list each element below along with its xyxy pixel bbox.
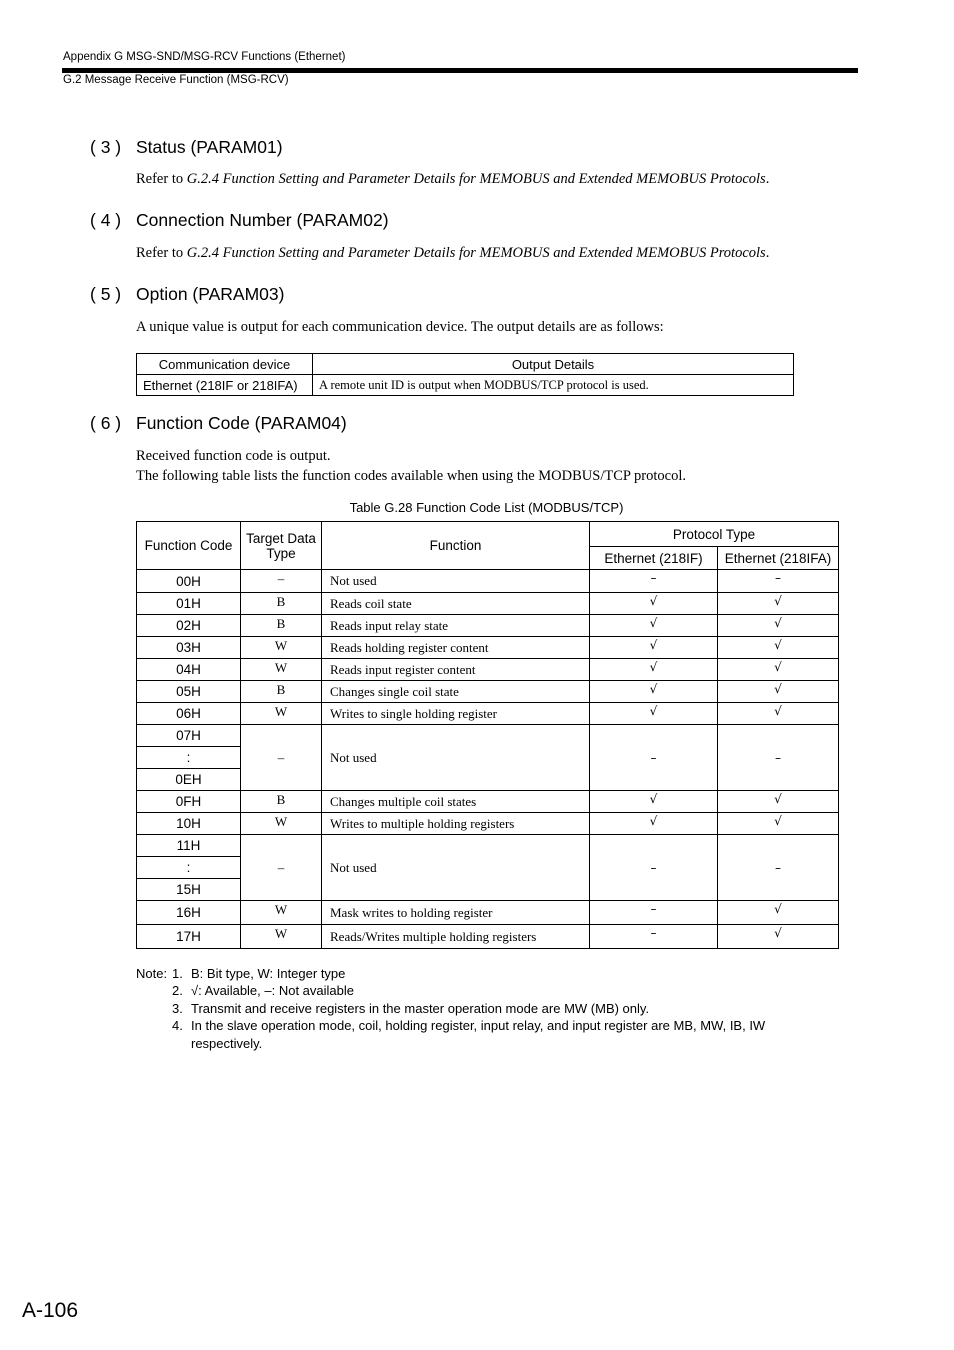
- note-label: Note:: [136, 966, 168, 981]
- note-text: In the slave operation mode, coil, holding register, input relay, and input register are MB, MW, IB, IW: [191, 1018, 766, 1033]
- table-row: [137, 835, 839, 857]
- table-row: [137, 703, 839, 725]
- data-type-cell: W: [241, 901, 322, 925]
- availability-218ifa: –: [718, 835, 839, 901]
- availability-218ifa: √: [718, 703, 839, 725]
- text-suffix: .: [765, 171, 770, 187]
- function-code-cell: 06H: [137, 703, 241, 725]
- availability-218if: √: [590, 659, 718, 681]
- function-code-cell: 05H: [137, 681, 241, 703]
- function-code-cell: 0EH: [137, 769, 241, 791]
- header-target-data-type: Target Data Type: [241, 522, 322, 570]
- column-header: Output Details: [313, 354, 794, 375]
- availability-218if: √: [590, 615, 718, 637]
- section-number: ( 6 ): [90, 413, 122, 433]
- function-cell: Changes single coil state: [322, 681, 590, 703]
- section-heading-status: [90, 137, 283, 158]
- availability-218ifa: √: [718, 925, 839, 949]
- section-number: ( 4 ): [90, 210, 122, 230]
- header-rule: [62, 68, 858, 73]
- function-code-cell: 07H: [137, 725, 241, 747]
- availability-218ifa: –: [718, 570, 839, 593]
- table-row: [137, 813, 839, 835]
- table-caption: Table G.28 Function Code List (MODBUS/TCP): [349, 500, 624, 515]
- table-row: [137, 791, 839, 813]
- function-code-cell: 16H: [137, 901, 241, 925]
- section-number: ( 5 ): [90, 284, 122, 304]
- availability-218if: –: [590, 835, 718, 901]
- data-type-cell: W: [241, 637, 322, 659]
- function-cell: Reads input relay state: [322, 615, 590, 637]
- header-protocol-type: Protocol Type: [590, 522, 839, 547]
- section-title: Connection Number (PARAM02): [136, 210, 389, 230]
- availability-218if: √: [590, 593, 718, 615]
- table-header-row: [137, 522, 839, 547]
- section-text-status: [136, 171, 769, 188]
- availability-218if: √: [590, 791, 718, 813]
- table-row: [137, 925, 839, 949]
- function-cell: Changes multiple coil states: [322, 791, 590, 813]
- section-number: ( 3 ): [90, 137, 122, 157]
- data-type-cell: W: [241, 925, 322, 949]
- cross-reference: G.2.4 Function Setting and Parameter Details for MEMOBUS and Extended MEMOBUS Protocols: [186, 171, 766, 187]
- table-row: [137, 681, 839, 703]
- running-header-chapter: Appendix G MSG-SND/MSG-RCV Functions (Ethernet): [63, 51, 346, 63]
- table-row: [137, 615, 839, 637]
- availability-218if: –: [590, 925, 718, 949]
- availability-218ifa: –: [718, 725, 839, 791]
- function-code-cell: 15H: [137, 879, 241, 901]
- availability-218ifa: √: [718, 659, 839, 681]
- note-number: 4.: [172, 1018, 183, 1033]
- data-type-cell: B: [241, 791, 322, 813]
- section-text-function-code-1: Received function code is output.: [136, 448, 331, 464]
- section-heading-option: [90, 284, 284, 305]
- section-title: Function Code (PARAM04): [136, 413, 347, 433]
- section-text-option: A unique value is output for each communication device. The output details are as follows:: [136, 319, 664, 335]
- table-row: [137, 725, 839, 747]
- data-type-cell: B: [241, 615, 322, 637]
- column-header: Communication device: [137, 354, 313, 375]
- section-title: Status (PARAM01): [136, 137, 283, 157]
- availability-218ifa: √: [718, 593, 839, 615]
- availability-218ifa: √: [718, 637, 839, 659]
- data-type-cell: –: [241, 570, 322, 593]
- section-heading-connection-number: [90, 210, 389, 231]
- data-type-cell: –: [241, 835, 322, 901]
- function-code-cell: 10H: [137, 813, 241, 835]
- data-type-cell: –: [241, 725, 322, 791]
- function-code-cell: :: [137, 747, 241, 769]
- availability-218ifa: √: [718, 791, 839, 813]
- function-code-cell: 00H: [137, 570, 241, 593]
- availability-218if: –: [590, 901, 718, 925]
- table-row: [137, 637, 839, 659]
- function-code-cell: :: [137, 857, 241, 879]
- availability-218ifa: √: [718, 813, 839, 835]
- function-code-cell: 01H: [137, 593, 241, 615]
- running-header-section: G.2 Message Receive Function (MSG-RCV): [63, 74, 289, 86]
- table-cell: Ethernet (218IF or 218IFA): [137, 375, 313, 396]
- availability-218if: √: [590, 813, 718, 835]
- function-cell: Writes to single holding register: [322, 703, 590, 725]
- note-text: B: Bit type, W: Integer type: [191, 966, 346, 981]
- note-number: 1.: [172, 966, 183, 981]
- availability-218ifa: √: [718, 681, 839, 703]
- function-code-cell: 02H: [137, 615, 241, 637]
- note-text-continued: respectively.: [191, 1036, 263, 1051]
- availability-218if: –: [590, 725, 718, 791]
- table-row: [137, 901, 839, 925]
- table-row: [137, 659, 839, 681]
- availability-218if: √: [590, 681, 718, 703]
- function-code-cell: 17H: [137, 925, 241, 949]
- note-text: √: Available, –: Not available: [191, 983, 354, 998]
- availability-218if: √: [590, 637, 718, 659]
- table-cell: A remote unit ID is output when MODBUS/TCP protocol is used.: [313, 375, 794, 396]
- option-table: [136, 353, 794, 396]
- header-ethernet-218ifa: Ethernet (218IFA): [718, 547, 839, 570]
- availability-218ifa: √: [718, 901, 839, 925]
- section-text-function-code-2: The following table lists the function codes available when using the MODBUS/TCP protocol.: [136, 468, 686, 484]
- function-cell: Reads/Writes multiple holding registers: [322, 925, 590, 949]
- header-function-code: Function Code: [137, 522, 241, 570]
- header-ethernet-218if: Ethernet (218IF): [590, 547, 718, 570]
- function-code-cell: 03H: [137, 637, 241, 659]
- text-prefix: Refer to: [136, 245, 187, 261]
- note-number: 2.: [172, 983, 183, 998]
- function-code-cell: 11H: [137, 835, 241, 857]
- data-type-cell: W: [241, 659, 322, 681]
- section-title: Option (PARAM03): [136, 284, 285, 304]
- cross-reference: G.2.4 Function Setting and Parameter Details for MEMOBUS and Extended MEMOBUS Protocols: [186, 245, 766, 261]
- function-cell: Mask writes to holding register: [322, 901, 590, 925]
- table-row: [137, 593, 839, 615]
- availability-218if: –: [590, 570, 718, 593]
- function-cell: Not used: [322, 835, 590, 901]
- function-code-cell: 0FH: [137, 791, 241, 813]
- table-row: [137, 375, 794, 396]
- text-prefix: Refer to: [136, 171, 187, 187]
- data-type-cell: W: [241, 703, 322, 725]
- page-number: A-106: [22, 1299, 79, 1322]
- function-cell: Not used: [322, 725, 590, 791]
- table-row: [137, 570, 839, 593]
- note-number: 3.: [172, 1001, 183, 1016]
- section-text-connection-number: [136, 245, 769, 262]
- function-cell: Reads coil state: [322, 593, 590, 615]
- function-code-cell: 04H: [137, 659, 241, 681]
- availability-218ifa: √: [718, 615, 839, 637]
- function-cell: Reads input register content: [322, 659, 590, 681]
- data-type-cell: W: [241, 813, 322, 835]
- function-cell: Reads holding register content: [322, 637, 590, 659]
- function-cell: Writes to multiple holding registers: [322, 813, 590, 835]
- header-function: Function: [322, 522, 590, 570]
- function-cell: Not used: [322, 570, 590, 593]
- text-suffix: .: [765, 245, 770, 261]
- section-heading-function-code: [90, 413, 347, 434]
- data-type-cell: B: [241, 593, 322, 615]
- availability-218if: √: [590, 703, 718, 725]
- data-type-cell: B: [241, 681, 322, 703]
- table-header-row: [137, 354, 794, 375]
- function-code-table: [136, 521, 839, 949]
- note-text: Transmit and receive registers in the master operation mode are MW (MB) only.: [191, 1001, 650, 1016]
